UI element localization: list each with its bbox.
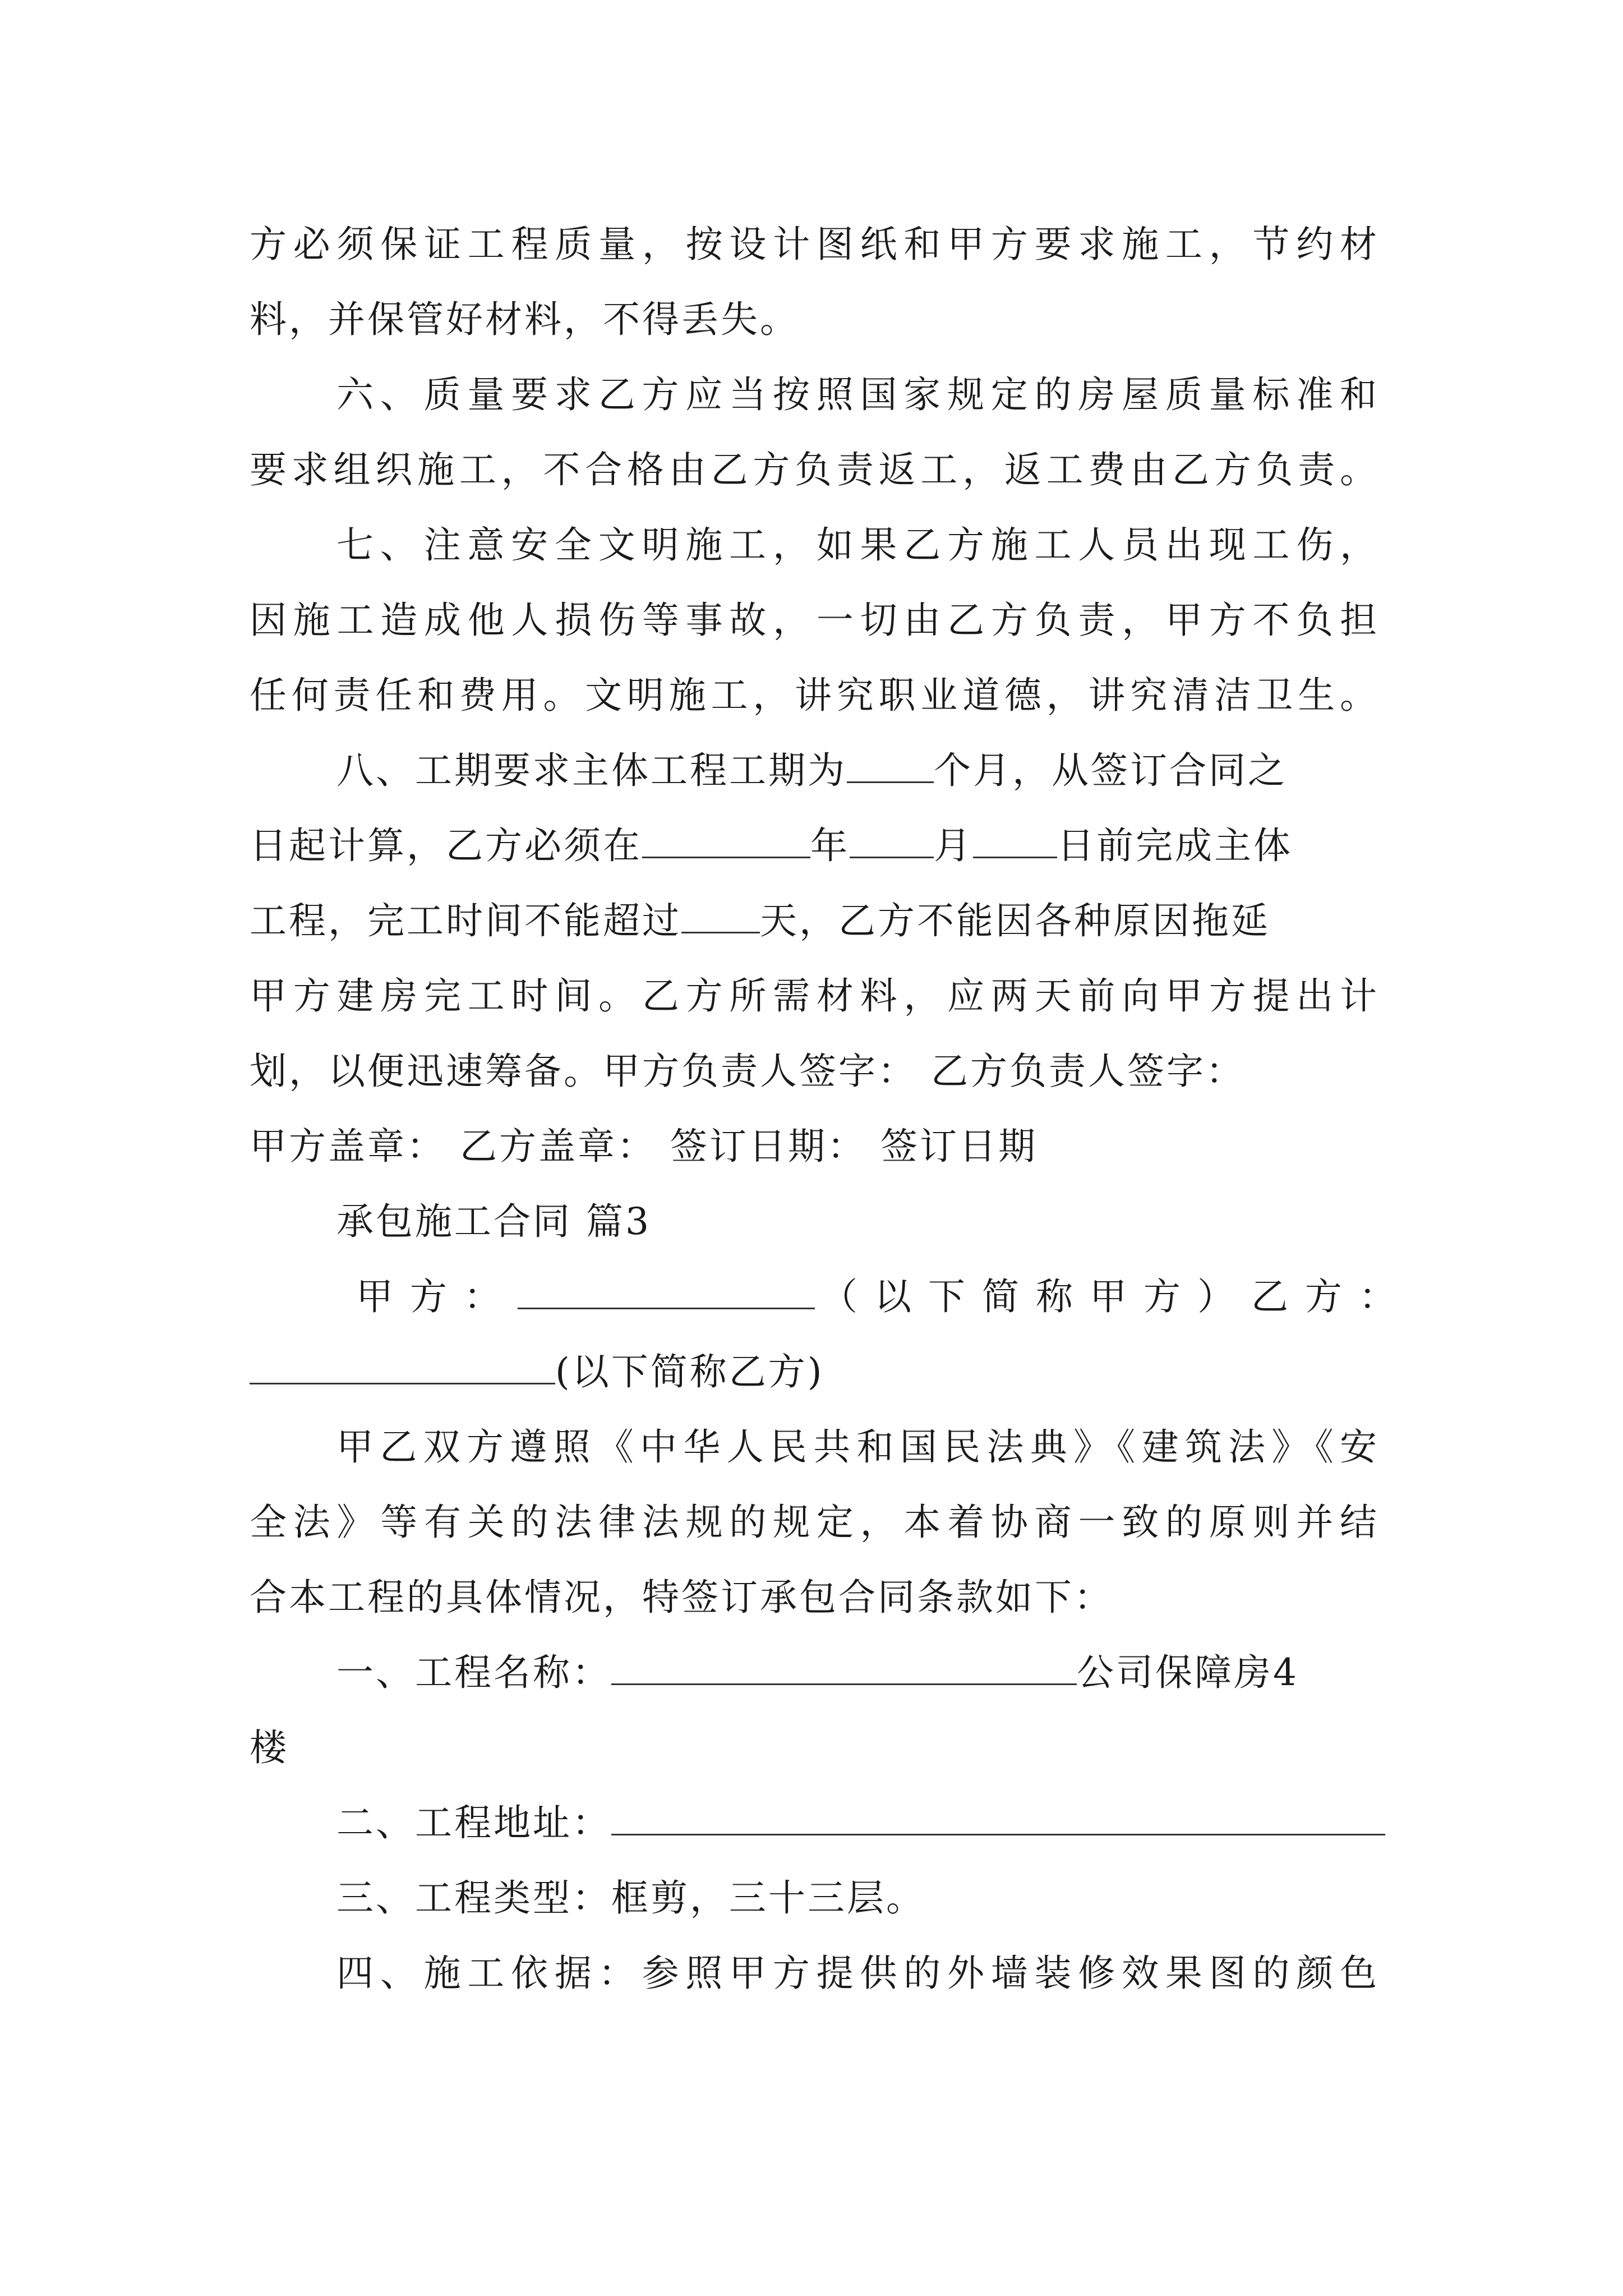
clause-construction-basis: 四、施工依据：参照甲方提供的外墙装修效果图的颜色 xyxy=(336,1952,1377,1995)
clause-project-type: 三、工程类型：框剪，三十三层。 xyxy=(336,1876,925,1920)
line-text: 一、工程名称： xyxy=(336,1651,611,1694)
blank-party-b xyxy=(250,1377,555,1384)
blank-months xyxy=(847,776,934,783)
line-text: (以下简称乙方) xyxy=(555,1350,824,1393)
blank-month xyxy=(850,851,934,858)
paragraph-line: 甲方建房完工时间。乙方所需材料，应两天前向甲方提出计 xyxy=(250,974,1377,1018)
blank-days xyxy=(681,926,760,933)
blank-project-name xyxy=(611,1678,1077,1685)
line-text: 二、工程地址： xyxy=(336,1801,611,1844)
clause-project-name xyxy=(336,1648,1377,1698)
clause-project-address xyxy=(336,1798,1377,1848)
paragraph-line: 要求组织施工，不合格由乙方负责返工，返工费由乙方负责。 xyxy=(250,448,1377,491)
paragraph-line: 六、质量要求乙方应当按照国家规定的房屋质量标准和 xyxy=(336,373,1377,416)
line-text: 年 xyxy=(810,824,850,867)
line-text: 工程，完工时间不能超过 xyxy=(250,899,681,942)
blank-day xyxy=(973,851,1057,858)
party-a-line xyxy=(356,1272,1483,1322)
paragraph-line: 因施工造成他人损伤等事故，一切由乙方负责，甲方不负担 xyxy=(250,599,1377,642)
paragraph-line: 合本工程的具体情况，特签订承包合同条款如下： xyxy=(250,1576,1113,1619)
section-heading: 承包施工合同 篇3 xyxy=(336,1200,651,1243)
paragraph-line xyxy=(250,821,1377,871)
paragraph-line: 七、注意安全文明施工，如果乙方施工人员出现工伤， xyxy=(336,523,1377,567)
line-text: （以下简称甲方）乙方： xyxy=(820,1275,1413,1318)
blank-year xyxy=(642,851,810,858)
paragraph-line: 全法》等有关的法律法规的规定，本着协商一致的原则并结 xyxy=(250,1501,1377,1544)
party-b-line xyxy=(250,1347,1377,1397)
paragraph-line: 料，并保管好材料，不得丢失。 xyxy=(250,298,799,341)
line-text: 八、工期要求主体工程工期为 xyxy=(336,749,847,792)
line-text: 天，乙方不能因各种原因拖延 xyxy=(760,899,1270,942)
paragraph-line: 方必须保证工程质量，按设计图纸和甲方要求施工，节约材 xyxy=(250,223,1377,266)
line-text: 个月，从签订合同之 xyxy=(934,749,1287,792)
paragraph-line: 甲乙双方遵照《中华人民共和国民法典》《建筑法》《安 xyxy=(336,1425,1377,1469)
line-text: 日前完成主体 xyxy=(1057,824,1293,867)
paragraph-line xyxy=(250,896,1377,946)
paragraph-line: 划，以便迅速筹备。甲方负责人签字： 乙方负责人签字： xyxy=(250,1050,1245,1093)
paragraph-line: 楼 xyxy=(250,1726,289,1769)
line-text: 日起计算，乙方必须在 xyxy=(250,824,642,867)
paragraph-line: 任何责任和费用。文明施工，讲究职业道德，讲究清洁卫生。 xyxy=(250,674,1377,717)
signature-line: 甲方盖章： 乙方盖章： 签订日期： 签订日期 xyxy=(250,1125,1038,1168)
blank-project-address xyxy=(611,1828,1385,1835)
paragraph-line xyxy=(336,746,1377,796)
blank-party-a xyxy=(518,1302,815,1309)
line-text: 公司保障房4 xyxy=(1077,1651,1299,1694)
line-text: 月 xyxy=(934,824,973,867)
line-text: 甲方： xyxy=(356,1275,518,1318)
